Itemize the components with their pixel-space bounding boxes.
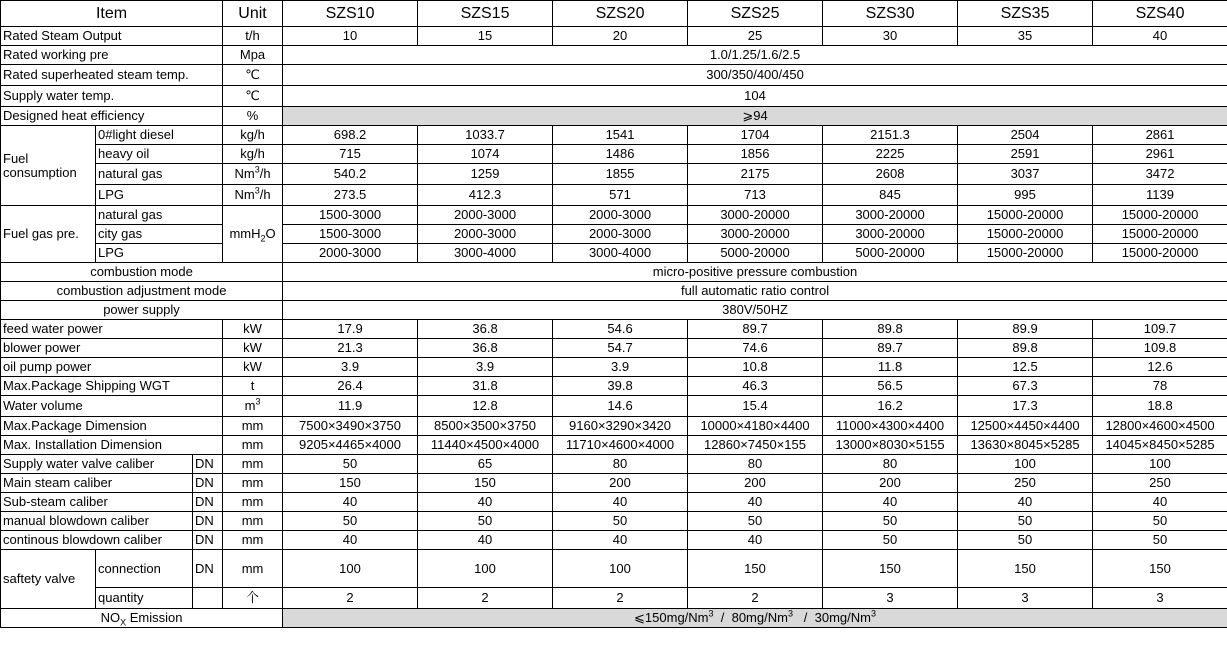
value-cell: 1856 [688,145,823,164]
row-unit: kW [223,339,283,358]
header-model: SZS35 [958,1,1093,27]
value-cell: 3.9 [418,358,553,377]
row-label: Max.Package Dimension [1,417,223,436]
value-cell: 250 [1093,474,1227,493]
row-label: Rated superheated steam temp. [1,65,223,86]
value-cell: 2961 [1093,145,1227,164]
sub-label: heavy oil [96,145,223,164]
fuel-consumption-row [1,126,1227,145]
row-unit: mmH$_2$O [223,206,283,263]
row-label: combustion mode [1,263,283,282]
value-cell: 18.8 [1093,396,1227,417]
value-cell: 15000-20000 [958,206,1093,225]
value-cell: 17.3 [958,396,1093,417]
sub-label: natural gas [96,206,223,225]
value-cell: 2000-3000 [553,206,688,225]
merged-value: 1.0/1.25/1.6/2.5 [283,46,1227,65]
row-label: Max. Installation Dimension [1,436,223,455]
value-cell: 2608 [823,164,958,185]
row-label: feed water power [1,320,223,339]
value-cell: 3000-20000 [823,225,958,244]
value-cell: 100 [418,550,553,588]
value-cell: 3472 [1093,164,1227,185]
value-cell: 36.8 [418,339,553,358]
value-cell: 40 [283,493,418,512]
safety-valve-quantity-row [1,588,1227,609]
value-cell: 67.3 [958,377,1093,396]
value-cell: 30 [823,27,958,46]
value-cell: 15000-20000 [1093,225,1227,244]
value-cell: 715 [283,145,418,164]
blower-power-row [1,339,1227,358]
row-label: Main steam caliber [1,474,193,493]
fuel-gas-pre-row [1,225,1227,244]
value-cell: 15000-20000 [1093,206,1227,225]
value-cell: 10 [283,27,418,46]
value-cell: 2000-3000 [553,225,688,244]
value-cell: 150 [418,474,553,493]
row-label: Rated Steam Output [1,27,223,46]
row-unit: mm [223,550,283,588]
value-cell: 2591 [958,145,1093,164]
value-cell: 40 [688,493,823,512]
value-cell: 15000-20000 [958,225,1093,244]
value-cell: 56.5 [823,377,958,396]
value-cell: 12.5 [958,358,1093,377]
row-label: Water volume [1,396,223,417]
value-cell: 2000-3000 [418,206,553,225]
caliber-row [1,493,1227,512]
value-cell: 3.9 [553,358,688,377]
row-unit: Nm$^3$/h [223,185,283,206]
value-cell: 845 [823,185,958,206]
value-cell: 100 [553,550,688,588]
fuel-gas-pre-row [1,206,1227,225]
row-label: continous blowdown caliber [1,531,193,550]
row-unit: kg/h [223,145,283,164]
superheated-temp-row [1,65,1227,86]
value-cell: 1033.7 [418,126,553,145]
nox-emission-row [1,609,1227,628]
value-cell: 78 [1093,377,1227,396]
row-unit: % [223,107,283,126]
value-cell: 26.4 [283,377,418,396]
value-cell: 2 [418,588,553,609]
header-model: SZS30 [823,1,958,27]
dn-label: DN [193,531,223,550]
row-unit: 个 [223,588,283,609]
value-cell: 89.7 [688,320,823,339]
value-cell: 1074 [418,145,553,164]
row-unit: Nm$^3$/h [223,164,283,185]
value-cell: 17.9 [283,320,418,339]
header-model: SZS25 [688,1,823,27]
value-cell: 1486 [553,145,688,164]
row-label: Supply water temp. [1,86,223,107]
row-unit: $m^3$ [223,396,283,417]
value-cell: 3000-4000 [418,244,553,263]
header-row [1,1,1227,27]
value-cell: 200 [823,474,958,493]
supply-water-temp-row [1,86,1227,107]
row-unit: kW [223,358,283,377]
value-cell: 3037 [958,164,1093,185]
row-unit: ℃ [223,86,283,107]
value-cell: 150 [823,550,958,588]
sub-label: connection [96,550,193,588]
row-unit: mm [223,493,283,512]
fuel-consumption-row [1,145,1227,164]
value-cell: 74.6 [688,339,823,358]
value-cell: 12860×7450×155 [688,436,823,455]
value-cell: 50 [283,512,418,531]
value-cell: 200 [688,474,823,493]
working-pre-row [1,46,1227,65]
caliber-row [1,531,1227,550]
value-cell: 65 [418,455,553,474]
value-cell: 150 [1093,550,1227,588]
value-cell: 11440×4500×4000 [418,436,553,455]
row-unit: mm [223,417,283,436]
value-cell: 571 [553,185,688,206]
heat-efficiency-row [1,107,1227,126]
value-cell: 50 [688,512,823,531]
row-label: $NO_X$ Emission [1,609,283,628]
value-cell: 9160×3290×3420 [553,417,688,436]
value-cell: 50 [1093,531,1227,550]
merged-value: 380V/50HZ [283,301,1227,320]
value-cell: 1139 [1093,185,1227,206]
sub-label: 0#light diesel [96,126,223,145]
value-cell: 80 [553,455,688,474]
value-cell: 15000-20000 [1093,244,1227,263]
package-dimension-row [1,417,1227,436]
value-cell: 3000-4000 [553,244,688,263]
merged-value: full automatic ratio control [283,282,1227,301]
row-label: Sub-steam caliber [1,493,193,512]
value-cell: 1500-3000 [283,225,418,244]
value-cell: 150 [688,550,823,588]
header-model: SZS15 [418,1,553,27]
group-label: Fuel gas pre. [1,206,96,263]
value-cell: 40 [1093,27,1227,46]
value-cell: 273.5 [283,185,418,206]
row-unit: Mpa [223,46,283,65]
value-cell: 40 [418,531,553,550]
value-cell: 3 [958,588,1093,609]
value-cell: 50 [283,455,418,474]
value-cell: 2504 [958,126,1093,145]
combustion-mode-row [1,263,1227,282]
value-cell: 10.8 [688,358,823,377]
empty-cell [193,588,223,609]
value-cell: 89.8 [823,320,958,339]
value-cell: 11.8 [823,358,958,377]
merged-value: 104 [283,86,1227,107]
value-cell: 40 [823,493,958,512]
value-cell: 9205×4465×4000 [283,436,418,455]
value-cell: 46.3 [688,377,823,396]
header-unit: Unit [223,1,283,27]
row-label: Designed heat efficiency [1,107,223,126]
row-unit: ℃ [223,65,283,86]
value-cell: 35 [958,27,1093,46]
value-cell: 14.6 [553,396,688,417]
rated-output-row [1,27,1227,46]
value-cell: 2861 [1093,126,1227,145]
header-model: SZS20 [553,1,688,27]
value-cell: 3 [823,588,958,609]
value-cell: 1855 [553,164,688,185]
value-cell: 50 [823,531,958,550]
value-cell: 12.6 [1093,358,1227,377]
row-label: Max.Package Shipping WGT [1,377,223,396]
installation-dimension-row [1,436,1227,455]
value-cell: 7500×3490×3750 [283,417,418,436]
header-model: SZS10 [283,1,418,27]
row-unit: kW [223,320,283,339]
value-cell: 40 [283,531,418,550]
value-cell: 15000-20000 [958,244,1093,263]
value-cell: 12.8 [418,396,553,417]
value-cell: 10000×4180×4400 [688,417,823,436]
value-cell: 40 [553,531,688,550]
merged-value: micro-positive pressure combustion [283,263,1227,282]
header-model: SZS40 [1093,1,1227,27]
value-cell: 16.2 [823,396,958,417]
value-cell: 12500×4450×4400 [958,417,1093,436]
value-cell: 89.7 [823,339,958,358]
value-cell: 36.8 [418,320,553,339]
value-cell: 89.9 [958,320,1093,339]
value-cell: 3 [1093,588,1227,609]
dn-label: DN [193,512,223,531]
value-cell: 40 [418,493,553,512]
value-cell: 80 [688,455,823,474]
value-cell: 13000×8030×5155 [823,436,958,455]
value-cell: 25 [688,27,823,46]
value-cell: 1259 [418,164,553,185]
row-unit: kg/h [223,126,283,145]
dn-label: DN [193,474,223,493]
value-cell: 12800×4600×4500 [1093,417,1227,436]
value-cell: 2000-3000 [283,244,418,263]
caliber-row [1,512,1227,531]
value-cell: 40 [1093,493,1227,512]
power-supply-row [1,301,1227,320]
value-cell: 40 [553,493,688,512]
feed-water-power-row [1,320,1227,339]
value-cell: 89.8 [958,339,1093,358]
value-cell: 14045×8450×5285 [1093,436,1227,455]
shipping-wgt-row [1,377,1227,396]
value-cell: 5000-20000 [688,244,823,263]
value-cell: 3000-20000 [823,206,958,225]
group-label: Fuel consumption [1,126,96,206]
header-item: Item [1,1,223,27]
fuel-gas-pre-row [1,244,1227,263]
value-cell: 11710×4600×4000 [553,436,688,455]
value-cell: 1541 [553,126,688,145]
group-label: saftety valve [1,550,96,609]
value-cell: 50 [418,512,553,531]
caliber-row [1,455,1227,474]
row-label: Rated working pre [1,46,223,65]
value-cell: 54.6 [553,320,688,339]
value-cell: 31.8 [418,377,553,396]
value-cell: 100 [1093,455,1227,474]
value-cell: 15.4 [688,396,823,417]
sub-label: natural gas [96,164,223,185]
sub-label: LPG [96,244,223,263]
value-cell: 250 [958,474,1093,493]
fuel-consumption-row [1,185,1227,206]
value-cell: 54.7 [553,339,688,358]
value-cell: 2 [283,588,418,609]
value-cell: 50 [958,531,1093,550]
value-cell: 3000-20000 [688,225,823,244]
value-cell: 2175 [688,164,823,185]
sub-label: quantity [96,588,193,609]
value-cell: 1704 [688,126,823,145]
value-cell: 2 [688,588,823,609]
value-cell: 3000-20000 [688,206,823,225]
value-cell: 100 [958,455,1093,474]
value-cell: 540.2 [283,164,418,185]
row-unit: mm [223,455,283,474]
water-volume-row [1,396,1227,417]
merged-value: ⩽150mg/Nm$^3$ / 80mg/Nm$^3$ / 30mg/Nm$^3$ [283,609,1227,628]
value-cell: 698.2 [283,126,418,145]
row-label: Supply water valve caliber [1,455,193,474]
value-cell: 80 [823,455,958,474]
row-label: manual blowdown caliber [1,512,193,531]
oil-pump-power-row [1,358,1227,377]
value-cell: 100 [283,550,418,588]
value-cell: 11.9 [283,396,418,417]
value-cell: 40 [958,493,1093,512]
value-cell: 50 [958,512,1093,531]
value-cell: 50 [1093,512,1227,531]
value-cell: 412.3 [418,185,553,206]
value-cell: 150 [283,474,418,493]
value-cell: 13630×8045×5285 [958,436,1093,455]
row-unit: t [223,377,283,396]
safety-valve-connection-row [1,550,1227,588]
value-cell: 109.8 [1093,339,1227,358]
adjustment-mode-row [1,282,1227,301]
fuel-consumption-row [1,164,1227,185]
value-cell: 109.7 [1093,320,1227,339]
value-cell: 39.8 [553,377,688,396]
sub-label: city gas [96,225,223,244]
value-cell: 11000×4300×4400 [823,417,958,436]
value-cell: 200 [553,474,688,493]
dn-label: DN [193,493,223,512]
row-label: oil pump power [1,358,223,377]
sub-label: LPG [96,185,223,206]
value-cell: 50 [553,512,688,531]
row-label: blower power [1,339,223,358]
merged-value: 300/350/400/450 [283,65,1227,86]
row-unit: mm [223,531,283,550]
value-cell: 21.3 [283,339,418,358]
row-unit: mm [223,436,283,455]
value-cell: 15 [418,27,553,46]
row-label: power supply [1,301,283,320]
value-cell: 995 [958,185,1093,206]
row-unit: mm [223,512,283,531]
value-cell: 2000-3000 [418,225,553,244]
row-unit: mm [223,474,283,493]
caliber-row [1,474,1227,493]
value-cell: 2151.3 [823,126,958,145]
value-cell: 2225 [823,145,958,164]
value-cell: 3.9 [283,358,418,377]
value-cell: 1500-3000 [283,206,418,225]
value-cell: 40 [688,531,823,550]
value-cell: 8500×3500×3750 [418,417,553,436]
row-unit: t/h [223,27,283,46]
dn-label: DN [193,455,223,474]
value-cell: 50 [823,512,958,531]
value-cell: 5000-20000 [823,244,958,263]
row-label: combustion adjustment mode [1,282,283,301]
value-cell: 20 [553,27,688,46]
value-cell: 2 [553,588,688,609]
value-cell: 150 [958,550,1093,588]
merged-value: ⩾94 [283,107,1227,126]
value-cell: 713 [688,185,823,206]
dn-label: DN [193,550,223,588]
